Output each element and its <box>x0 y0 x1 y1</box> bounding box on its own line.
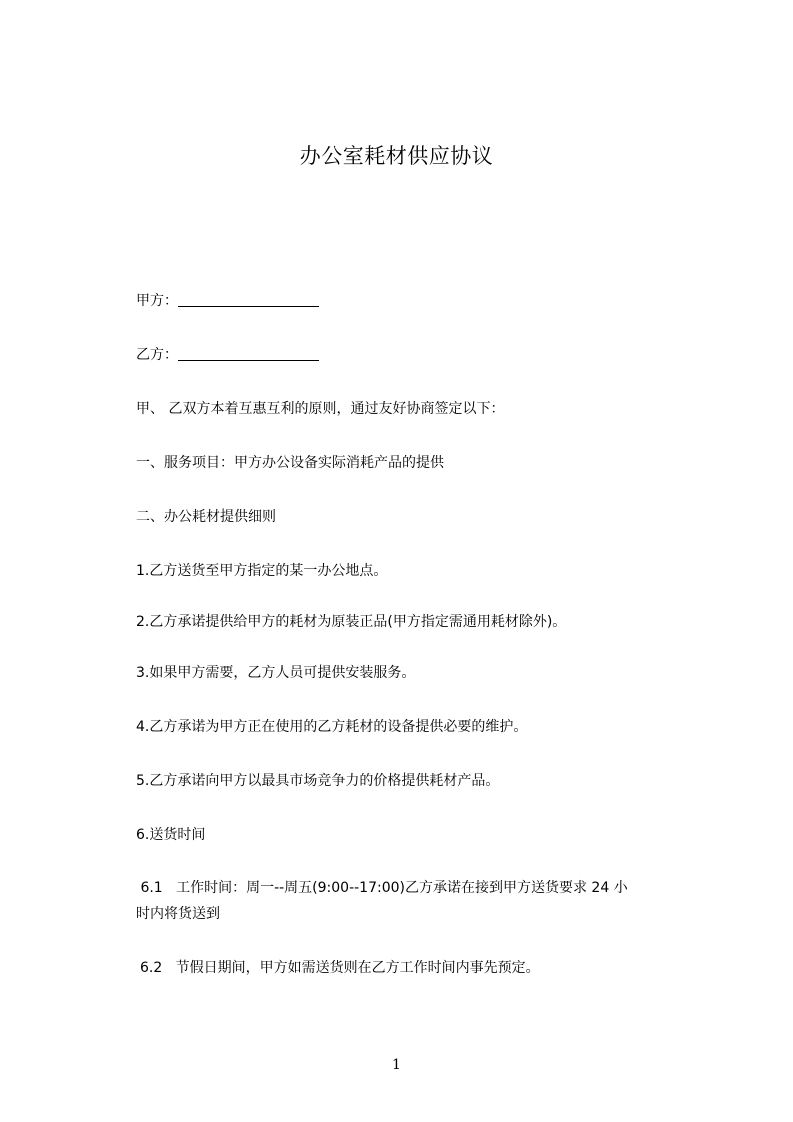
clause-6-2: 6.2 节假日期间，甲方如需送货则在乙方工作时间内事先预定。 <box>140 960 540 976</box>
party-a-line <box>136 291 319 311</box>
clause-1: 1.乙方送货至甲方指定的某一办公地点。 <box>136 563 388 579</box>
party-a-label: 甲方： <box>136 293 178 309</box>
intro-paragraph: 甲、 乙双方本着互惠互利的原则，通过友好协商签定以下： <box>136 401 505 417</box>
section-supply-rules: 二、办公耗材提供细则 <box>136 509 276 525</box>
section-service-items: 一、服务项目：甲方办公设备实际消耗产品的提供 <box>136 455 444 471</box>
party-b-blank <box>178 346 319 361</box>
clause-4: 4.乙方承诺为甲方正在使用的乙方耗材的设备提供必要的维护。 <box>136 719 528 735</box>
document-title: 办公室耗材供应协议 <box>299 144 494 168</box>
clause-5: 5.乙方承诺向甲方以最具市场竞争力的价格提供耗材产品。 <box>136 773 500 789</box>
party-a-blank <box>178 292 319 307</box>
clause-6-1-line-1: 6.1 工作时间：周一--周五(9:00--17:00)乙方承诺在接到甲方送货要求 24 小 <box>136 880 628 896</box>
clause-6-heading: 6.送货时间 <box>136 827 206 843</box>
party-b-line <box>136 345 319 365</box>
clause-6-1-line-2: 时内将货送到 <box>136 906 220 922</box>
clause-3: 3.如果甲方需要，乙方人员可提供安装服务。 <box>136 665 416 681</box>
page-number: 1 <box>392 1057 401 1073</box>
clause-2: 2.乙方承诺提供给甲方的耗材为原装正品(甲方指定需通用耗材除外)。 <box>136 614 567 630</box>
party-b-label: 乙方： <box>136 347 178 363</box>
